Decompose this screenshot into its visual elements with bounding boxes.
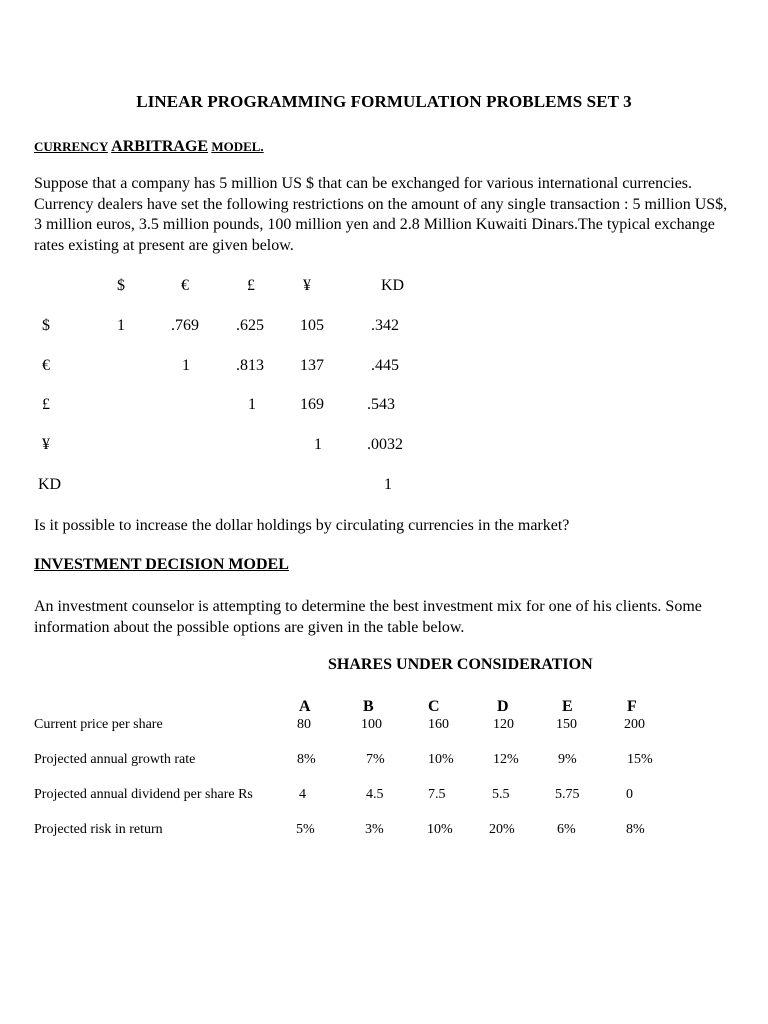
shares-cell: 6% xyxy=(557,822,576,837)
shares-col-header: A xyxy=(299,698,311,715)
rate-row-label: KD xyxy=(38,476,62,493)
rate-cell: .0032 xyxy=(367,436,403,453)
currency-paragraph: Suppose that a company has 5 million US $ that can be exchanged for various international currencies. Currency dealers have set the following restrictions on the amount of any single transaction : 5 million US$, 3 million euros, 3.5 million pounds, 100 million yen and 2.8 Million Kuwaiti Dinars.The typical exchange rates existing at present are given below. xyxy=(34,175,728,254)
shares-cell: 200 xyxy=(624,717,645,732)
shares-cell: 0 xyxy=(626,787,633,802)
rate-row-label: $ xyxy=(42,317,50,334)
shares-cell: 150 xyxy=(556,717,577,732)
shares-col-header: C xyxy=(428,698,440,715)
shares-cell: 7% xyxy=(366,752,385,767)
rate-cell: .769 xyxy=(171,317,199,334)
rate-cell: .625 xyxy=(236,317,264,334)
shares-col-header: D xyxy=(497,698,509,715)
shares-cell: 80 xyxy=(297,717,311,732)
shares-row-label: Projected annual dividend per share Rs xyxy=(34,787,253,802)
shares-row-label: Current price per share xyxy=(34,717,163,732)
shares-cell: 15% xyxy=(627,752,653,767)
shares-row-label: Projected risk in return xyxy=(34,822,163,837)
rate-cell: 169 xyxy=(300,396,324,413)
shares-col-header: F xyxy=(627,698,637,715)
shares-cell: 160 xyxy=(428,717,449,732)
rate-cell: 105 xyxy=(300,317,324,334)
shares-cell: 9% xyxy=(558,752,577,767)
rate-cell: .342 xyxy=(371,317,399,334)
shares-cell: 4.5 xyxy=(366,787,384,802)
shares-cell: 12% xyxy=(493,752,519,767)
rate-col-header: $ xyxy=(117,277,125,294)
shares-cell: 5% xyxy=(296,822,315,837)
rate-cell: 1 xyxy=(314,436,322,453)
currency-heading-main: ARBITRAGE xyxy=(111,138,209,155)
shares-row-label: Projected annual growth rate xyxy=(34,752,196,767)
shares-table-title: SHARES UNDER CONSIDERATION xyxy=(328,656,593,673)
rate-col-header: KD xyxy=(381,277,405,294)
investment-model-heading: INVESTMENT DECISION MODEL xyxy=(34,556,289,573)
shares-cell: 10% xyxy=(428,752,454,767)
rate-row-label: £ xyxy=(42,396,50,413)
rate-row-label: € xyxy=(42,357,50,374)
currency-question: Is it possible to increase the dollar holdings by circulating currencies in the market? xyxy=(34,517,570,534)
shares-col-header: E xyxy=(562,698,573,715)
rate-cell: .543 xyxy=(367,396,395,413)
rate-col-header: € xyxy=(181,277,189,294)
rate-cell: .813 xyxy=(236,357,264,374)
shares-col-header: B xyxy=(363,698,374,715)
rate-cell: 1 xyxy=(117,317,125,334)
rate-cell: .445 xyxy=(371,357,399,374)
rate-col-header: £ xyxy=(247,277,255,294)
rate-cell: 1 xyxy=(248,396,256,413)
investment-paragraph: An investment counselor is attempting to determine the best investment mix for one of his clients. Some information about the possible options are given in the table below. xyxy=(34,598,702,636)
rate-cell: 1 xyxy=(182,357,190,374)
shares-cell: 5.75 xyxy=(555,787,580,802)
shares-cell: 20% xyxy=(489,822,515,837)
rate-row-label: ¥ xyxy=(42,436,50,453)
shares-cell: 3% xyxy=(365,822,384,837)
currency-heading-prefix: CURRENCY xyxy=(34,139,108,154)
shares-cell: 8% xyxy=(626,822,645,837)
page-title: LINEAR PROGRAMMING FORMULATION PROBLEMS SET 3 xyxy=(136,92,632,111)
shares-cell: 8% xyxy=(297,752,316,767)
shares-cell: 7.5 xyxy=(428,787,446,802)
shares-cell: 4 xyxy=(299,787,306,802)
currency-heading-suffix: MODEL. xyxy=(211,139,264,154)
shares-cell: 100 xyxy=(361,717,382,732)
rate-col-header: ¥ xyxy=(303,277,311,294)
currency-model-heading xyxy=(34,138,264,156)
rate-cell: 1 xyxy=(384,476,392,493)
rate-cell: 137 xyxy=(300,357,324,374)
shares-cell: 5.5 xyxy=(492,787,510,802)
shares-cell: 10% xyxy=(427,822,453,837)
shares-cell: 120 xyxy=(493,717,514,732)
